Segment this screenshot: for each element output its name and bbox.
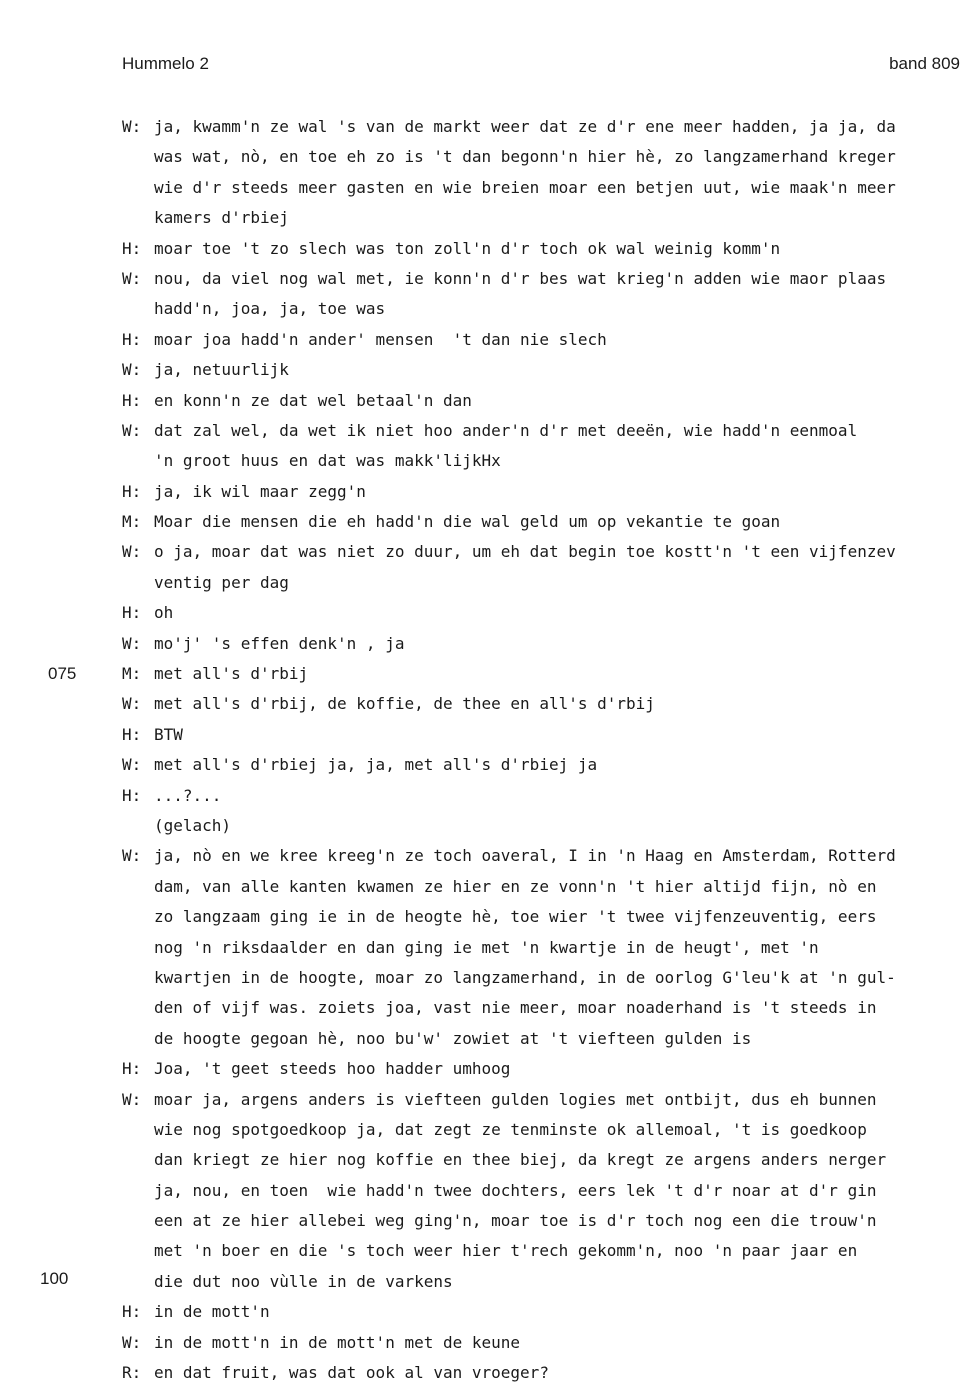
transcript-line: [122, 446, 966, 476]
line-text: dam, van alle kanten kwamen ze hier en ze vonn'n 't hier altijd fijn, nò en: [154, 876, 877, 896]
line-text: met all's d'rbij: [154, 664, 309, 684]
tape-number: band 809: [889, 54, 960, 73]
transcript-line: [122, 811, 966, 841]
line-text: de hoogte gegoan hè, noo bu'w' zowiet at 't viefteen gulden is: [154, 1028, 752, 1048]
counter-marker-100: 100: [40, 1269, 69, 1288]
line-text: mo'j' 's effen denk'n , ja: [154, 633, 405, 653]
line-text: Joa, 't geet steeds hoo hadder umhoog: [154, 1059, 511, 1079]
line-text: BTW: [154, 724, 183, 744]
transcript-line: [122, 568, 966, 598]
line-text: met all's d'rbiej ja, ja, met all's d'rbiej ja: [154, 755, 598, 775]
speaker-label: W:: [122, 1089, 142, 1109]
transcript-line: [122, 872, 966, 902]
transcript-line: [122, 750, 966, 780]
transcript-line: [122, 203, 966, 233]
line-text: nog 'n riksdaalder en dan ging ie met 'n kwartje in de heugt', met 'n: [154, 937, 819, 957]
transcript-line: [122, 781, 966, 811]
line-text: oh: [154, 603, 174, 623]
line-text: kwartjen in de hoogte, moar zo langzamerhand, in de oorlog G'leu'k at 'n gul-: [154, 967, 896, 987]
line-text: ja, ik wil maar zegg'n: [154, 481, 366, 501]
transcript-line: [122, 720, 966, 750]
transcript-line: [122, 1297, 966, 1327]
line-text: moar joa hadd'n ander' mensen 't dan nie slech: [154, 329, 607, 349]
speaker-label: R:: [122, 1363, 142, 1383]
line-text: wie nog spotgoedkoop ja, dat zegt ze tenminste ok allemoal, 't is goedkoop: [154, 1119, 867, 1139]
transcript-line: [122, 142, 966, 172]
line-text: ja, nò en we kree kreeg'n ze toch oaveral, I in 'n Haag en Amsterdam, Rotterd: [154, 846, 896, 866]
line-text: ja, kwamm'n ze wal 's van de markt weer dat ze d'r ene meer hadden, ja ja, da: [154, 117, 896, 136]
transcript-line: [122, 416, 966, 446]
speaker-label: H:: [122, 481, 142, 501]
transcript-line: [122, 537, 966, 567]
speaker-label: W:: [122, 268, 142, 288]
line-text: die dut noo vùlle in de varkens: [154, 1271, 453, 1291]
speaker-label: W:: [122, 755, 142, 775]
speaker-label: W:: [122, 633, 142, 653]
speaker-label: H:: [122, 329, 142, 349]
speaker-label: W:: [122, 360, 142, 380]
line-text: met all's d'rbij, de koffie, de thee en all's d'rbij: [154, 694, 655, 714]
line-text: dat zal wel, da wet ik niet hoo ander'n d'r met deeën, wie hadd'n eenmoal: [154, 420, 858, 440]
transcript-line: [122, 659, 966, 689]
transcript-line: [122, 507, 966, 537]
transcript-line: [122, 689, 966, 719]
line-text: ...?...: [154, 785, 222, 805]
speaker-label: W:: [122, 846, 142, 866]
line-text: een at ze hier allebei weg ging'n, moar toe is d'r toch nog een die trouw'n: [154, 1211, 877, 1231]
transcript-line: [122, 1328, 966, 1358]
speaker-label: W:: [122, 542, 142, 562]
transcript-line: [122, 1115, 966, 1145]
transcript-line: [122, 234, 966, 264]
transcript-line: [122, 598, 966, 628]
transcript-line: [122, 477, 966, 507]
transcript-line: [122, 629, 966, 659]
transcript-line: [122, 993, 966, 1023]
transcript-line: [122, 1358, 966, 1388]
speaker-label: H:: [122, 603, 142, 623]
speaker-label: W:: [122, 1332, 142, 1352]
line-text: moar ja, argens anders is viefteen gulden logies met ontbijt, dus eh bunnen: [154, 1089, 877, 1109]
transcript-line: [122, 841, 966, 871]
speaker-label: H:: [122, 785, 142, 805]
line-text: dan kriegt ze hier nog koffie en thee biej, da kregt ze argens anders nerger: [154, 1150, 887, 1170]
speaker-label: W:: [122, 420, 142, 440]
line-text: nou, da viel nog wal met, ie konn'n d'r bes wat krieg'n adden wie maor plaas: [154, 268, 887, 288]
line-text: hadd'n, joa, ja, toe was: [154, 299, 386, 319]
line-text: kamers d'rbiej: [154, 208, 289, 228]
line-text: was wat, nò, en toe eh zo is 't dan begonn'n hier hè, zo langzamerhand kreger: [154, 147, 896, 167]
speaker-label: W:: [122, 117, 142, 136]
line-text: ja, netuurlijk: [154, 360, 289, 380]
transcript-line: [122, 933, 966, 963]
line-text: in de mott'n in de mott'n met de keune: [154, 1332, 521, 1352]
counter-marker-075: 075: [48, 664, 77, 683]
line-text: met 'n boer en die 's toch weer hier t'rech gekomm'n, noo 'n paar jaar en: [154, 1241, 858, 1261]
line-text: en dat fruit, was dat ook al van vroeger?: [154, 1363, 549, 1383]
transcript-line: [122, 294, 966, 324]
transcript-line: [122, 1085, 966, 1115]
transcript-line: [122, 355, 966, 385]
line-text: 'n groot huus en dat was makk'lijkHx: [154, 451, 501, 471]
speaker-label: H:: [122, 390, 142, 410]
transcript-line: [122, 1236, 966, 1266]
line-text: Moar die mensen die eh hadd'n die wal geld um op vekantie te goan: [154, 512, 781, 532]
transcript-line: [122, 1024, 966, 1054]
line-text: moar toe 't zo slech was ton zoll'n d'r toch ok wal weinig komm'n: [154, 238, 781, 258]
line-text: ventig per dag: [154, 572, 289, 592]
transcript-line: [122, 1206, 966, 1236]
line-text: den of vijf was. zoiets joa, vast nie meer, moar noaderhand is 't steeds in: [154, 998, 877, 1018]
transcript-line: [122, 1176, 966, 1206]
line-text: zo langzaam ging ie in de heogte hè, toe wier 't twee vijfenzeuventig, eers: [154, 907, 877, 927]
speaker-label: H:: [122, 1302, 142, 1322]
speaker-label: M:: [122, 664, 142, 684]
transcript-line: [122, 325, 966, 355]
line-text: o ja, moar dat was niet zo duur, um eh dat begin toe kostt'n 't een vijfenzev: [154, 542, 896, 562]
line-text: en konn'n ze dat wel betaal'n dan: [154, 390, 472, 410]
speaker-label: H:: [122, 238, 142, 258]
transcript-line: [122, 902, 966, 932]
transcript-line: [122, 112, 966, 142]
line-text: ja, nou, en toen wie hadd'n twee dochters, eers lek 't d'r noar at d'r gin: [154, 1180, 877, 1200]
speaker-label: H:: [122, 1059, 142, 1079]
transcript-line: [122, 386, 966, 416]
transcript-line: [122, 963, 966, 993]
transcript-line: [122, 1267, 966, 1297]
transcript-line: [122, 264, 966, 294]
line-text: (gelach): [154, 815, 232, 835]
speaker-label: M:: [122, 512, 142, 532]
line-text: in de mott'n: [154, 1302, 270, 1322]
transcript-line: [122, 1145, 966, 1175]
document-title: Hummelo 2: [122, 54, 209, 73]
line-text: wie d'r steeds meer gasten en wie breien moar een betjen uut, wie maak'n meer: [154, 177, 896, 197]
transcript-line: [122, 173, 966, 203]
transcript-body: [122, 112, 966, 1388]
transcript-line: [122, 1054, 966, 1084]
speaker-label: W:: [122, 694, 142, 714]
speaker-label: H:: [122, 724, 142, 744]
